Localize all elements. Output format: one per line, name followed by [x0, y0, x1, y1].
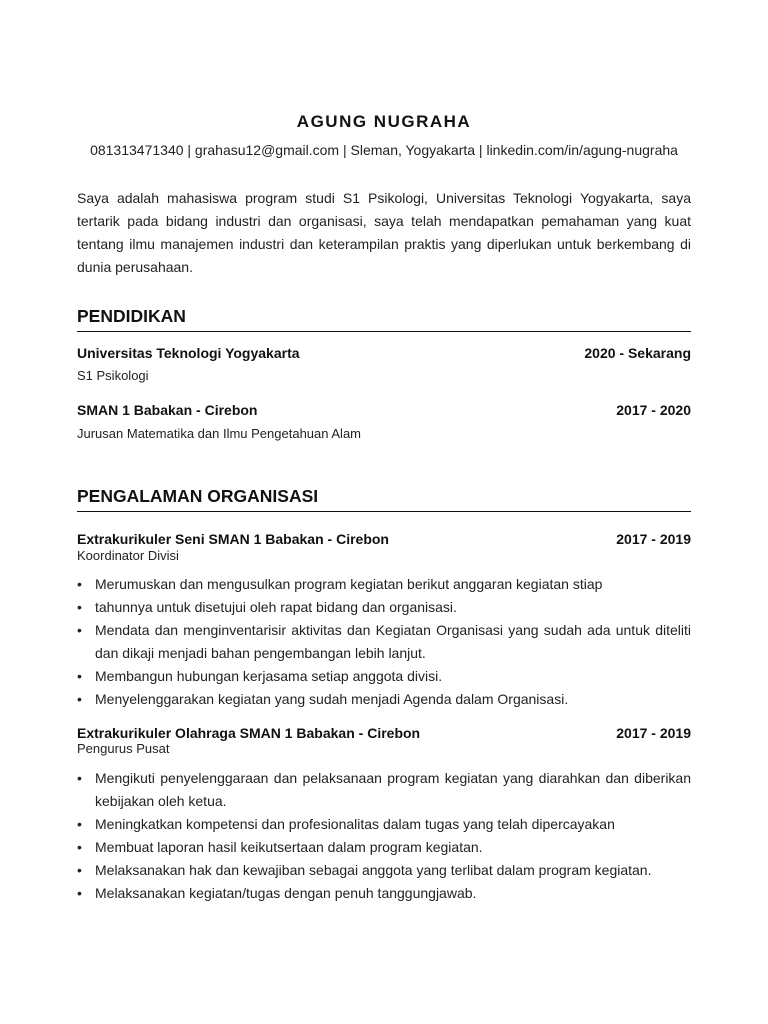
education-detail: S1 Psikologi: [77, 368, 149, 383]
organization-name: Extrakurikuler Olahraga SMAN 1 Babakan - Cirebon: [77, 725, 421, 741]
education-detail: Jurusan Matematika dan Ilmu Pengetahuan Alam: [77, 426, 362, 441]
contact-line: 081313471340 | grahasu12@gmail.com | Sleman, Yogyakarta | linkedin.com/in/agung-nugraha: [90, 142, 678, 158]
organization-duties-list: [77, 767, 691, 905]
school-name: SMAN 1 Babakan - Cirebon: [77, 402, 258, 418]
duty-item: • Mendata dan menginventarisir aktivitas dan Kegiatan Organisasi yang sudah ada untuk diteliti dan dikaji menjadi bahan pengembangan lebih lanjut.: [77, 619, 691, 665]
duty-item: • Melaksanakan hak dan kewajiban sebagai anggota yang terlibat dalam program kegiatan.: [77, 859, 691, 882]
education-heading: PENDIDIKAN: [77, 306, 691, 332]
organization-name: Extrakurikuler Seni SMAN 1 Babakan - Cirebon: [77, 531, 389, 547]
duty-item: • Mengikuti penyelenggaraan dan pelaksanaan program kegiatan yang diarahkan dan diberikan kebijakan oleh ketua.: [77, 767, 691, 813]
duty-item: • Melaksanakan kegiatan/tugas dengan penuh tanggungjawab.: [77, 882, 691, 905]
organization-heading: PENGALAMAN ORGANISASI: [77, 486, 691, 512]
duty-item: • Merumuskan dan mengusulkan program kegiatan berikut anggaran kegiatan stiap: [77, 573, 691, 596]
education-period: 2017 - 2020: [616, 402, 691, 418]
organization-duties-list: [77, 573, 691, 711]
education-period: 2020 - Sekarang: [584, 345, 691, 361]
duty-item: • Membangun hubungan kerjasama setiap anggota divisi.: [77, 665, 691, 688]
summary-paragraph: Saya adalah mahasiswa program studi S1 Psikologi, Universitas Teknologi Yogyakarta, saya tertarik pada bidang industri dan organisasi, saya telah mendapatkan pemahaman yang kuat tentang ilmu manajemen industri dan keterampilan praktis yang diperlukan untuk berkembang di dunia perusahaan.: [77, 190, 691, 275]
organization-period: 2017 - 2019: [616, 531, 691, 547]
duty-item: • Membuat laporan hasil keikutsertaan dalam program kegiatan.: [77, 836, 691, 859]
school-name: Universitas Teknologi Yogyakarta: [77, 345, 300, 361]
duty-item: • Meningkatkan kompetensi dan profesionalitas dalam tugas yang telah dipercayakan: [77, 813, 691, 836]
duty-item: • tahunnya untuk disetujui oleh rapat bidang dan organisasi.: [77, 596, 691, 619]
organization-period: 2017 - 2019: [616, 725, 691, 741]
organization-role: Koordinator Divisi: [77, 548, 179, 563]
organization-role: Pengurus Pusat: [77, 741, 170, 756]
candidate-name: AGUNG NUGRAHA: [296, 112, 472, 131]
duty-item: • Menyelenggarakan kegiatan yang sudah menjadi Agenda dalam Organisasi.: [77, 688, 691, 711]
